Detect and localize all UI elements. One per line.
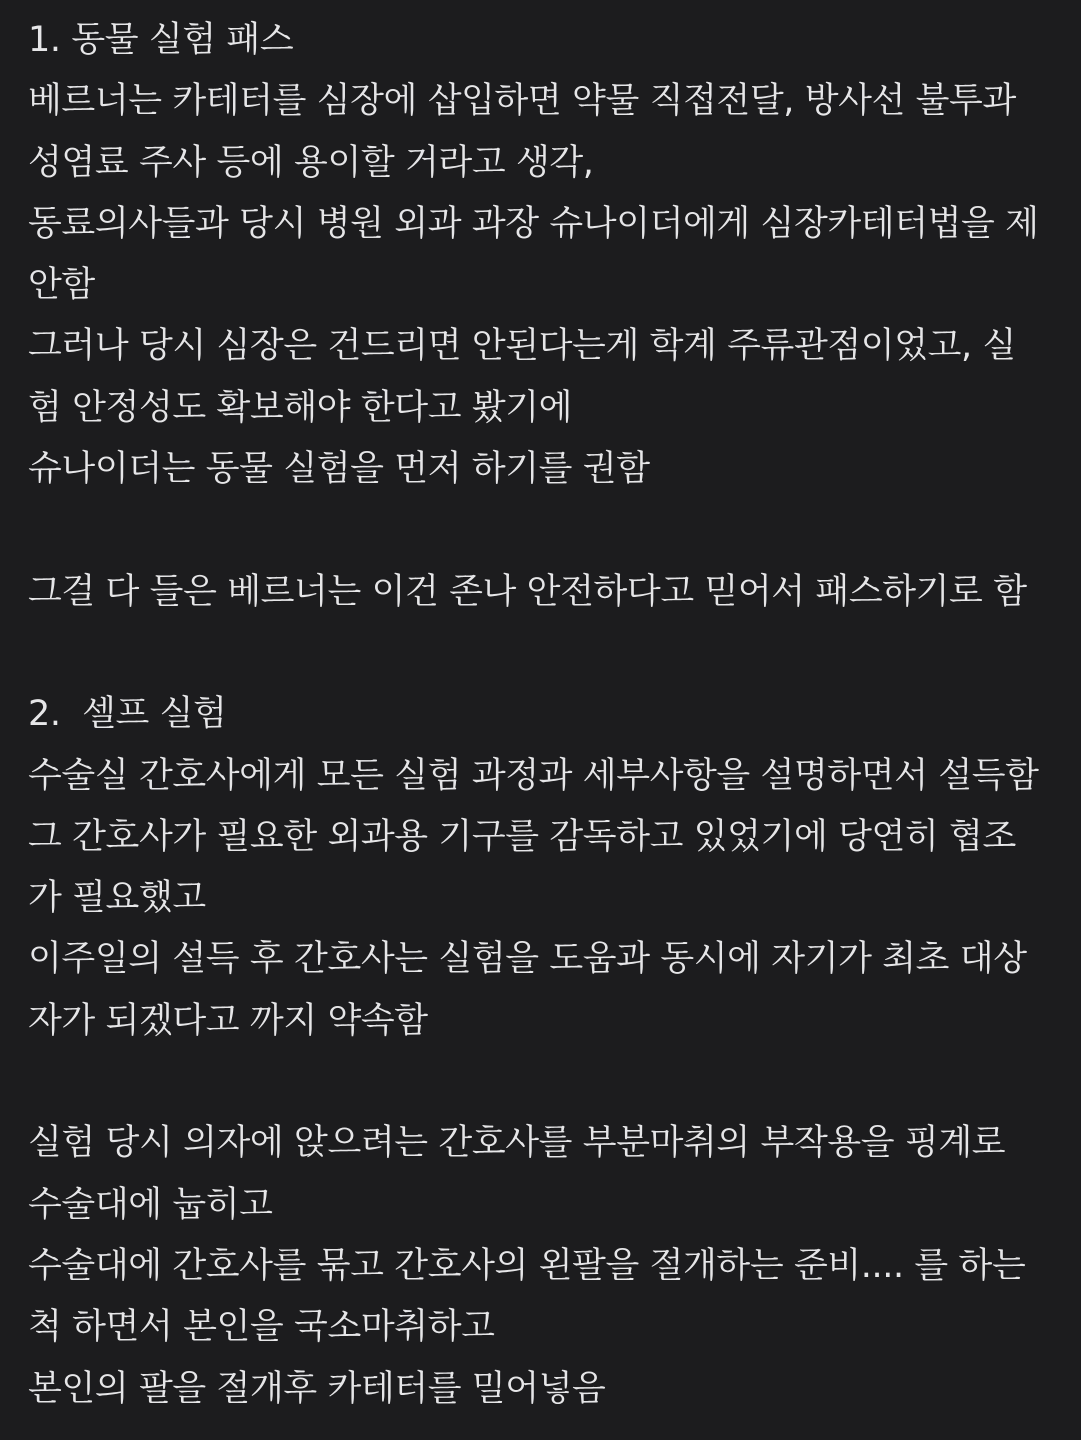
text-line: 수술대에 간호사를 묶고 간호사의 왼팔을 절개하는 준비.... 를 하는 [28,1245,1026,1286]
post-body [28,10,1068,1420]
text-line: 험 안정성도 확보해야 한다고 봤기에 [28,387,573,428]
text-line: 자가 되겠다고 까지 약속함 [28,1000,428,1041]
text-line: 이주일의 설득 후 간호사는 실험을 도움과 동시에 자기가 최초 대상 [28,939,1027,980]
text-line: 그 간호사가 필요한 외과용 기구를 감독하고 있었기에 당연히 협조 [28,816,1016,857]
text-line: 슈나이더는 동물 실험을 먼저 하기를 권함 [28,449,650,490]
text-line: 베르너는 카테터를 심장에 삽입하면 약물 직접전달, 방사선 불투과 [28,81,1016,122]
text-line: 그걸 다 들은 베르너는 이건 존나 안전하다고 믿어서 패스하기로 함 [28,571,1027,612]
text-line: 안함 [28,265,95,306]
text-line: 본인의 팔을 절개후 카테터를 밀어넣음 [28,1368,606,1409]
text-line: 동료의사들과 당시 병원 외과 과장 슈나이더에게 심장카테터법을 제 [28,203,1039,244]
paragraph-gap [28,500,1068,561]
paragraph-gap [28,623,1068,684]
section-heading: 2. 셀프 실험 [28,694,227,735]
text-line: 수술실 간호사에게 모든 실험 과정과 세부사항을 설명하면서 설득함 [28,755,1039,796]
paragraph-gap [28,1052,1068,1113]
text-line: 그러나 당시 심장은 건드리면 안된다는게 학계 주류관점이었고, 실 [28,326,1016,367]
text-line: 수술대에 눕히고 [28,1184,273,1225]
text-line: 척 하면서 본인을 국소마취하고 [28,1307,495,1348]
text-line: 가 필요했고 [28,878,206,919]
section-heading: 1. 동물 실험 패스 [28,20,294,60]
text-line: 성염료 주사 등에 용이할 거라고 생각, [28,142,594,183]
text-line: 실험 당시 의자에 앉으려는 간호사를 부분마취의 부작용을 핑계로 [28,1123,1006,1164]
